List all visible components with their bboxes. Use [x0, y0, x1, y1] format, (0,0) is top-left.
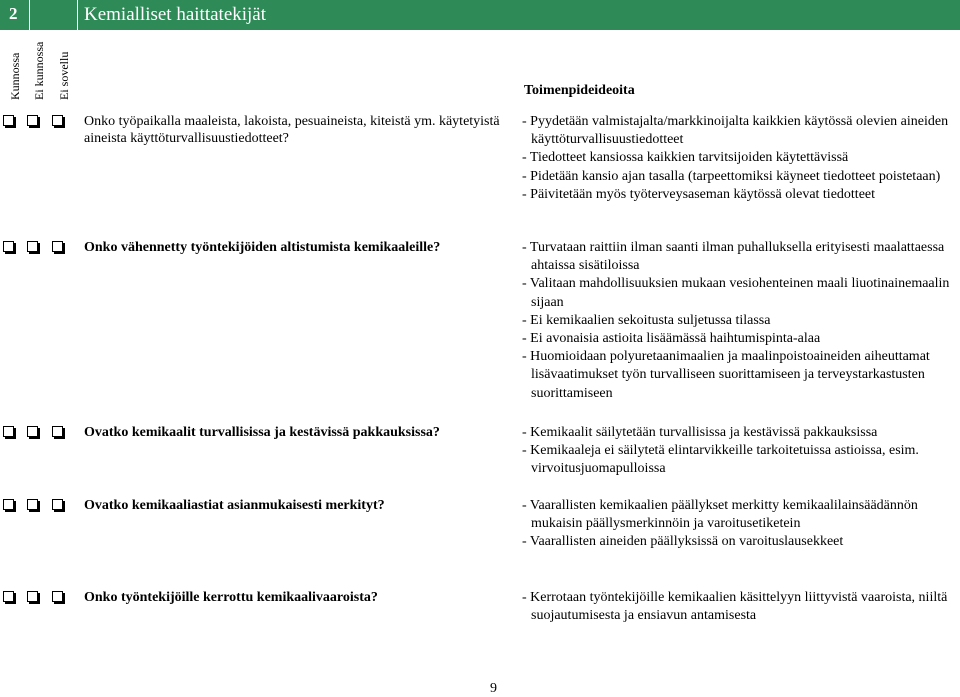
checkbox-ei-kunnossa[interactable]	[27, 241, 38, 252]
action-item: - Päivitetään myös työterveysaseman käytössä olevat tiedotteet	[522, 186, 876, 202]
checkbox-ei-sovellu[interactable]	[52, 241, 63, 252]
checkbox-ei-sovellu[interactable]	[52, 499, 63, 510]
action-list	[522, 497, 952, 552]
question-text: Onko työpaikalla maaleista, lakoista, pesuaineista, kiteistä ym. käytetyistä aineista käyttöturvallisuustiedotteet?	[84, 114, 500, 146]
question-text: Ovatko kemikaalit turvallisissa ja kestävissä pakkauksissa?	[84, 425, 440, 440]
section-header-bar	[0, 0, 960, 30]
checkbox-ei-sovellu[interactable]	[52, 591, 63, 602]
checkbox-ei-kunnossa[interactable]	[27, 115, 38, 126]
action-list	[522, 424, 952, 479]
action-list	[522, 113, 952, 204]
checkbox-kunnossa[interactable]	[3, 115, 14, 126]
action-item: - Turvataan raittiin ilman saanti ilman puhalluksella erityisesti maalattaessa ahtaissa sisätiloissa	[522, 240, 945, 274]
action-item: - Valitaan mahdollisuuksien mukaan vesiohenteinen maali liuotinainemaalin sijaan	[522, 276, 950, 310]
action-item: - Vaarallisten kemikaalien päällykset merkitty kemikaalilainsäädännön mukaisin päällysmerkinnöin ja varoitusetiketein	[522, 498, 918, 532]
page-number: 9	[490, 681, 497, 696]
checkbox-kunnossa[interactable]	[3, 591, 14, 602]
action-item: - Kemikaalit säilytetään turvallisissa ja kestävissä pakkauksissa	[522, 425, 878, 440]
column-header-ei-sovellu: Ei sovellu	[57, 51, 71, 100]
checkbox-ei-sovellu[interactable]	[52, 426, 63, 437]
action-item: - Tiedotteet kansiossa kaikkien tarvitsijoiden käytettävissä	[522, 150, 849, 166]
header-divider	[77, 0, 78, 30]
checkbox-kunnossa[interactable]	[3, 499, 14, 510]
checkbox-ei-sovellu[interactable]	[52, 115, 63, 126]
checkbox-ei-kunnossa[interactable]	[27, 591, 38, 602]
action-list	[522, 239, 952, 403]
action-item: - Vaarallisten aineiden päällyksissä on varoituslausekkeet	[522, 534, 844, 550]
question-text: Onko työntekijöille kerrottu kemikaalivaaroista?	[84, 590, 378, 605]
question-text: Ovatko kemikaaliastiat asianmukaisesti merkityt?	[84, 498, 385, 513]
action-item: - Kemikaaleja ei säilytetä elintarvikkeille tarkoitetuissa astioissa, esim. virvoitusjuomapulloissa	[522, 443, 919, 477]
question-text: Onko vähennetty työntekijöiden altistumista kemikaaleille?	[84, 240, 441, 255]
section-number: 2	[9, 4, 18, 23]
action-list	[522, 589, 952, 625]
column-header-ei-kunnossa: Ei kunnossa	[32, 41, 46, 100]
checkbox-kunnossa[interactable]	[3, 426, 14, 437]
action-item: - Pidetään kansio ajan tasalla (tarpeettomiksi käyneet tiedotteet poistetaan)	[522, 168, 941, 184]
checkbox-kunnossa[interactable]	[3, 241, 14, 252]
column-header-kunnossa: Kunnossa	[8, 52, 22, 100]
checkbox-ei-kunnossa[interactable]	[27, 426, 38, 437]
checkbox-ei-kunnossa[interactable]	[27, 499, 38, 510]
action-item: - Kerrotaan työntekijöille kemikaalien käsittelyyn liittyvistä vaaroista, niiltä suojautumisesta ja ensiavun antamisesta	[522, 590, 948, 624]
header-divider	[29, 0, 30, 30]
action-item: - Huomioidaan polyuretaanimaalien ja maalinpoistoaineiden aiheuttamat lisävaatimukset työn turvalliseen suorittamiseen ja terveystarkastusten suorittamiseen	[522, 349, 930, 401]
section-title: Kemialliset haittatekijät	[84, 4, 267, 25]
action-item: - Ei kemikaalien sekoitusta suljetussa tilassa	[522, 312, 771, 328]
action-item: - Pyydetään valmistajalta/markkinoijalta kaikkien käytössä olevien aineiden käyttöturvallisuustiedotteet	[522, 114, 949, 148]
action-item: - Ei avonaisia astioita lisäämässä haihtumispinta-alaa	[522, 331, 821, 347]
actions-column-header: Toimenpideideoita	[524, 83, 635, 98]
